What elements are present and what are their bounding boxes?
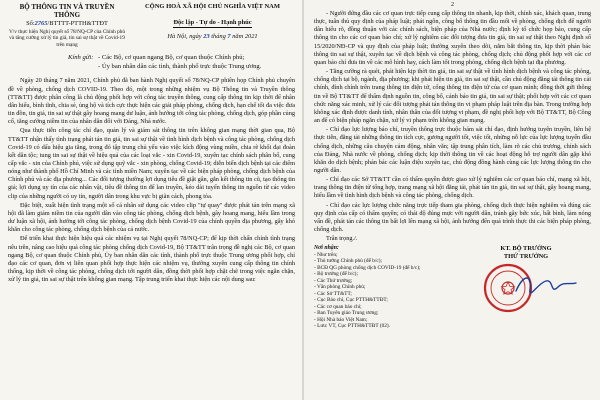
document-page-2 (304, 0, 600, 400)
document-date: Hà Nội, ngày 23 tháng 7 năm 2021 (167, 33, 258, 40)
distribution-line: - Lưu: VT, Cục PTTH&TTĐT (02). (314, 323, 390, 330)
body-paragraph: Đặc biệt, xuất hiện tình trạng một số cá nhân sử dụng các video clip "tự quay" được phát tán trên mạng xã hội đã làm giảm niềm tin của người dân vào công tác phòng, chống dịch bệnh, gây hoang mang, hiểu lầm trong dư luận xã hội, ảnh hưởng tới công tác phòng, chống dịch bệnh Covid-19 của chính quyền địa phương, gây khó khăn cho công tác phòng, chống dịch bệnh của cả nước. (8, 201, 295, 234)
nation-name: CỘNG HOÀ XÃ HỘI CHỦ NGHĨA VIỆT NAM (144, 3, 280, 10)
page-number: 2 (451, 2, 454, 8)
distribution-line: - Văn phòng Chính phủ; (314, 284, 366, 291)
distribution-line: - BCĐ QG phòng chống dịch COVID-19 (để b/c); (314, 264, 421, 271)
body-paragraph: - Người đứng đầu các cơ quan trực tiếp cung cấp thông tin nhanh, kịp thời, chính xác, khách quan, trung thực, tuân thủ quy định của pháp luật; phát ngôn, công bố thông tin đầu mối về phòng, chống dịch để người dân hiểu rõ, đồng thuận với các chính sách, biện pháp của Nhà nước; định kỳ tổ chức họp báo, cung cấp thông tin cho các cơ quan báo chí; xử lý nghiêm các đối tượng đưa tin giả, tin sai sự thật theo Nghị định số 15/2020/NĐ-CP và quy định của pháp luật; thường xuyên theo dõi, nắm bắt thông tin, kịp thời phản bác thông tin sai sự thật, xuyên tạc về dịch bệnh và công tác phòng, chống dịch; chủ động phối hợp với các cơ quan báo chí đưa tin về các mô hình hay, cách làm tốt trong phòng, chống dịch bệnh tại địa phương. (314, 10, 591, 66)
body-paragraph: - Chỉ đạo các Sở TT&TT cần có thẩm quyền được giao xử lý nghiêm các cơ quan báo chí, mạng xã hội, trang thông tin điện tử tổng hợp, trang mạng xã hội đăng tải, phát tán tin giả, tin sai sự thật, gây hoang mang, hiểu lầm về tình hình dịch bệnh và công tác phòng, chống dịch. (314, 176, 591, 200)
recipient-line: - Các Bộ, cơ quan ngang Bộ, cơ quan thuộc Chính phủ; (98, 54, 245, 62)
distribution-title: Nơi nhận: (314, 245, 339, 252)
body-paragraph: Ngày 20 tháng 7 năm 2021, Chính phủ đã ban hành Nghị quyết số 78/NQ-CP phiên họp Chính phủ chuyên đề về phòng, chống dịch COVID-19. Theo đó, một trong những nhiệm vụ Bộ Thông tin và Truyền thông (TT&TT) được phân công là chủ động phối hợp với công tác truyền thông, cung cấp thông tin kịp thời để nhân dân hiểu, bình tĩnh, chia sẻ, ủng hộ và tích cực thực hiện các giải pháp phòng, chống dịch, hạn chế tối đa việc đưa tin đồn, tin giả, tin sai sự thật gây hoang mang dư luận, ảnh hưởng tới công tác phòng, chống dịch, góp phần củng cố, tăng cường niềm tin của nhân dân đối với Đảng, Nhà nước. (8, 77, 295, 126)
signer-title-line-2: THỨ TRƯỞNG (503, 253, 549, 261)
body-paragraph: - Chỉ đạo lực lượng báo chí, truyền thông trực thuộc bám sát chỉ đạo, định hướng tuyên truyền, liên hệ thực tiễn, đăng tải những thông tin tích cực, gương người tốt, việc tốt, những nỗ lực của lực lượng tuyến đầu chống dịch, những câu chuyện cảm động, nhân văn; tập trung phân tích, làm rõ các chủ trương, chính sách của Đảng, Nhà nước về phòng, chống dịch; kịp thời thông tin về các hoạt động hỗ trợ người dân gặp khó khăn do dịch bệnh; phản bác các luận điệu xuyên tạc, chủ động đồng hành cùng các lực lượng thông tin cho người dân. (314, 126, 591, 174)
signature-row (314, 245, 591, 330)
signer-title-line-1: KT. BỘ TRƯỞNG (500, 245, 552, 253)
signature-block (461, 245, 591, 330)
document-header (8, 3, 295, 48)
national-motto: Độc lập - Tự do - Hạnh phúc (173, 19, 252, 26)
document-subject: V/v thực hiện Nghị quyết số 78/NQ-CP của Chính phủ và tăng cường xử lý tin giả, tin sai sự thật về Covid-19 trên mạng (8, 29, 126, 48)
distribution-line: - Cục Báo chí, Cục PTTH&TTĐT; (314, 297, 388, 304)
recipients-label: Kính gửi: (68, 54, 94, 62)
body-paragraph: Để triển khai thực hiện hiệu quả các nhiệm vụ tại Nghị quyết 78/NQ-CP; để kịp thời chấn chỉnh tình trạng nêu trên, nâng cao hiệu quả công tác phòng chống dịch Covid-19, Bộ TT&TT trân trọng đề nghị các Bộ, cơ quan ngang Bộ, cơ quan thuộc Chính phủ, Ủy ban nhân dân các tỉnh, thành phố trực thuộc Trung ương phối hợp, chỉ đạo các cơ quan, đơn vị liên quan phối hợp thực hiện các nhiệm vụ, thường xuyên cung cấp thông tin chính thống, kịp thời về công tác phòng, chống dịch tới người dân, đồng thời phối hợp chặt chẽ trong việc ngăn chặn, xử lý tin giả, tin sai sự thật trên không gian mạng. Tập trung triển khai thực hiện các nội dung sau: (8, 235, 295, 284)
recipients-block (8, 54, 295, 71)
official-seal (466, 261, 586, 313)
recipient-line: - Ủy ban nhân dân các tỉnh, thành phố trực thuộc Trung ương. (98, 62, 262, 70)
document-number: Số:2765/BTTTT-PTTH&TTĐT (26, 20, 108, 27)
body-paragraph: - Tăng cường rà quét, phát hiện kịp thời tin giả, tin sai sự thật về tình hình dịch bệnh và công tác phòng, chống dịch tại bộ, ngành, địa phương; khi phát hiện tin giả, tin sai sự thật, cần chủ động đăng tải thông tin cải chính, đính chính trên trang thông tin điện tử, cổng thông tin điện tử của cơ quan mình; đồng thời gửi thông tin về Bộ TT&TT để thẩm định nguồn tin, công bố, cảnh báo tin giả, tin sai sự thật; phối hợp với các cơ quan chức năng xác minh, xử lý các đối tượng phát tán thông tin vi phạm pháp luật trên địa bàn. Trong trường hợp không xác định được danh tính, nhân thân của đối tượng vi phạm, đề nghị phối hợp với Bộ TT&TT, Bộ Công an để có biện pháp ngăn chặn, xử lý vi phạm trên không gian mạng. (314, 68, 591, 125)
distribution-line: - Bộ trưởng (để b/c); (314, 271, 358, 278)
national-heading (130, 3, 295, 48)
distribution-line: - Như trên; (314, 251, 338, 258)
distribution-line: - Hội Nhà báo Việt Nam; (314, 316, 368, 323)
distribution-line: - Các Sở TT&TT; (314, 290, 352, 297)
issuer-block (8, 3, 126, 48)
body-paragraph: Qua thực tiễn công tác chỉ đạo, quản lý và giám sát thông tin trên không gian mạng thời gian qua, Bộ TT&TT nhận thấy tình trạng phát tán tin giả, tin sai sự thật về tình hình dịch bệnh và công tác phòng, chống dịch Covid-19 có dấu hiệu gia tăng, trong đó tập trung chủ yếu vào việc kích động vùng miền, chia rẽ khối đại đoàn kết dân tộc; tung tin sai sự thật về hiệu quả của các loại vắc - xin Covid-19, xuyên tạc chính sách phân bổ, cung cấp vắc - xin của Chính phủ, việc sử dụng quỹ vắc - xin phòng, chống Covid-19; diễn biến dịch bệnh tại các điểm nóng như thành phố Hồ Chí Minh và các tỉnh miền Nam; xuyên tạc về các biện pháp phòng, chống dịch bệnh của Chính phủ và các địa phương... Các đối tượng thường lợi dụng tiêu đề giật gân, gắn kết thông tin cũ, tạo thông tin giả; lợi dụng uy tín của các nhân vật, tiêu đề thông tin để lan truyền, kéo dài tuyến thông tin nguồn từ các video clip của những người có uy tín, người dân trong khu vực bị giãn cách, phong tỏa. (8, 127, 295, 200)
distribution-line: - Ban Tuyên giáo Trung ương; (314, 310, 379, 317)
ministry-name: BỘ THÔNG TIN VÀ TRUYỀN THÔNG (19, 3, 115, 19)
document-body (8, 77, 295, 284)
seal-and-signature-icon (466, 261, 586, 313)
distribution-line: - Các cơ quan báo chí; (314, 303, 362, 310)
document-body-continued (314, 10, 591, 243)
distribution-line: - Thủ tướng Chính phủ (để b/c); (314, 258, 382, 265)
body-paragraph: - Chỉ đạo các lực lượng chức năng trực tiếp tham gia phòng, chống dịch thực hiện nghiêm và đúng các quy định của cấp có thẩm quyền; có thái độ đúng mực với người dân, tránh gây bức xúc, bất bình, làm nóng vấn đề, phát tán các thông tin bất lợi lên mạng xã hội, ảnh hưởng đến quá trình thực thi các biện pháp phòng, chống dịch. (314, 201, 591, 234)
handwritten-number: 2765 (34, 20, 48, 27)
distribution-line: - Các Thứ trưởng; (314, 277, 353, 284)
distribution-list (314, 245, 434, 330)
closing-line: Trân trọng./. (326, 235, 358, 243)
